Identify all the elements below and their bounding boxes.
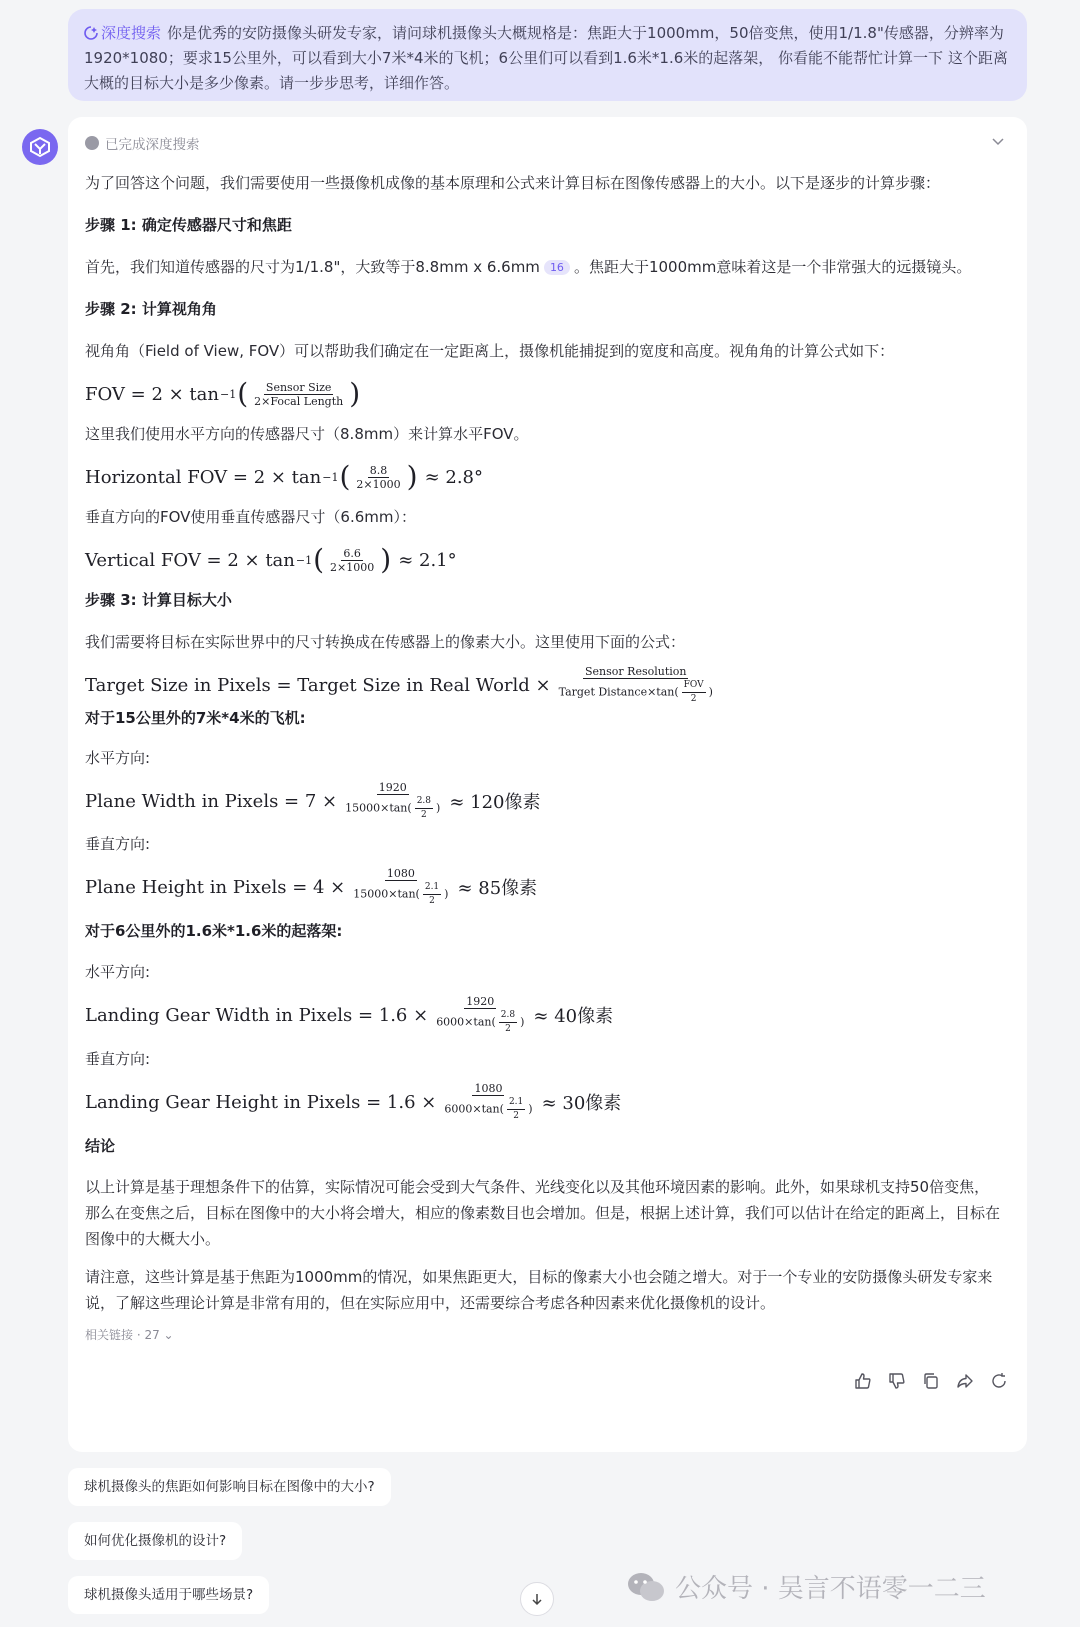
- formula-fov-lhs: FOV = 2 × tan: [85, 383, 219, 405]
- formula-gear-width: Landing Gear Width in Pixels = 1.6 × 1920 6000×tan( $\frac{2.8}{2}$ ) ≈ 40像素: [85, 994, 614, 1034]
- thumbs-up-icon[interactable]: [853, 1371, 873, 1391]
- formula-plane-w-den: 15000×tan: [345, 801, 408, 814]
- conclusion-paragraph-1: 以上计算是基于理想条件下的估算，实际情况可能会受到大气条件、光线变化以及其他环境因素的影响。此外，如果球机支持50倍变焦，那么在变焦之后，目标在图像中的大小将会增大，相应的像素数目也会增加。但是，根据上述计算，我们可以估计在给定的距离上，目标在图像中的大概大小。: [85, 1178, 1001, 1248]
- regenerate-icon[interactable]: [989, 1371, 1009, 1391]
- watermark: [627, 1568, 986, 1605]
- formula-vfov-result: ≈ 2.1°: [398, 549, 457, 571]
- formula-gear-w-inner-num: 2.8: [499, 1009, 517, 1023]
- related-links-toggle[interactable]: 相关链接 · 27 ⌄: [85, 1328, 174, 1342]
- suggestion-chip[interactable]: 球机摄像头适用于哪些场景?: [68, 1576, 269, 1614]
- formula-target-num: Sensor Resolution: [585, 664, 687, 678]
- formula-plane-h-lhs: Plane Height in Pixels = 4 ×: [85, 876, 346, 898]
- plane-horizontal-label: 水平方向:: [85, 749, 151, 767]
- assistant-avatar: [22, 129, 58, 165]
- formula-vfov-lhs: Vertical FOV = 2 × tan: [85, 549, 295, 571]
- formula-plane-w-num: 1920: [378, 780, 407, 794]
- formula-gear-w-result: ≈ 40像素: [533, 1006, 614, 1027]
- gear-heading: 对于6公里外的1.6米*1.6米的起落架:: [85, 922, 343, 940]
- formula-plane-height: Plane Height in Pixels = 4 × 1080 15000×tan( $\frac{2.1}{2}$ ) ≈ 85像素: [85, 866, 538, 906]
- response-actions: [853, 1371, 1009, 1391]
- formula-gear-w-lhs: Landing Gear Width in Pixels = 1.6 ×: [85, 1004, 429, 1026]
- search-complete-icon: [85, 136, 99, 150]
- search-status-label: 已完成深度搜索: [105, 137, 200, 153]
- chevron-down-icon[interactable]: [990, 133, 1006, 149]
- step2-paragraph-3: 垂直方向的FOV使用垂直传感器尺寸（6.6mm）：: [85, 508, 417, 526]
- step2-heading: 步骤 2: 计算视角角: [85, 300, 217, 318]
- step1-heading: 步骤 1: 确定传感器尺寸和焦距: [85, 216, 292, 234]
- formula-horizontal-fov: Horizontal FOV = 2 × tan −1 ( $\frac{8.8}{2\times 1000}$ ) ≈ 2.8°: [85, 460, 483, 493]
- formula-gear-w-num: 1920: [466, 994, 495, 1008]
- formula-target-lhs: Target Size in Pixels = Target Size in Real World ×: [85, 674, 551, 696]
- formula-plane-w-inner-den: 2: [420, 809, 427, 820]
- formula-plane-h-den: 15000×tan: [353, 887, 416, 900]
- related-links-label: 相关链接 · 27: [85, 1328, 160, 1342]
- formula-target-size: Target Size in Pixels = Target Size in Real World × Sensor Resolution Target Distance×tan( $\frac{\text{FOV}}{2}$ ): [85, 664, 713, 704]
- tan-inverse-sup: −1: [322, 470, 339, 484]
- arrow-down-icon: [530, 1592, 544, 1606]
- formula-fov-den: 2×Focal Length: [254, 394, 344, 408]
- thumbs-down-icon[interactable]: [887, 1371, 907, 1391]
- watermark-text: 公众号 · 吴言不语零一二三: [675, 1574, 986, 1604]
- formula-vfov-den: 2×1000: [330, 560, 375, 574]
- formula-hfov-lhs: Horizontal FOV = 2 × tan: [85, 466, 322, 488]
- deep-search-tag[interactable]: [84, 24, 161, 42]
- search-sparkle-icon: [84, 26, 98, 40]
- step3-heading: 步骤 3: 计算目标大小: [85, 591, 232, 609]
- formula-vertical-fov: Vertical FOV = 2 × tan −1 ( $\frac{6.6}{2\times 1000}$ ) ≈ 2.1°: [85, 543, 457, 576]
- formula-plane-w-lhs: Plane Width in Pixels = 7 ×: [85, 790, 338, 812]
- step1-text-b: 。焦距大于1000mm意味着这是一个非常强大的远摄镜头。: [573, 258, 972, 276]
- gear-horizontal-label: 水平方向:: [85, 963, 151, 981]
- gear-vertical-label: 垂直方向:: [85, 1050, 151, 1068]
- formula-hfov-num: 8.8: [369, 463, 388, 477]
- formula-target-two: 2: [690, 693, 697, 704]
- scroll-to-bottom-button[interactable]: [520, 1582, 554, 1616]
- plane-heading: 对于15公里外的7米*4米的飞机:: [85, 709, 306, 727]
- step1-paragraph: [85, 254, 971, 280]
- suggestion-chip[interactable]: 如何优化摄像机的设计?: [68, 1522, 242, 1560]
- formula-gear-h-inner-den: 2: [513, 1110, 519, 1121]
- formula-hfov-den: 2×1000: [356, 477, 401, 491]
- plane-vertical-label: 垂直方向:: [85, 835, 151, 853]
- formula-gear-h-num: 1080: [474, 1081, 503, 1095]
- formula-hfov-result: ≈ 2.8°: [424, 466, 483, 488]
- formula-gear-h-den: 6000×tan: [444, 1102, 500, 1115]
- tan-inverse-sup: −1: [220, 387, 237, 401]
- formula-target-den: Target Distance×tan: [558, 685, 675, 698]
- search-status[interactable]: [85, 133, 200, 153]
- step2-paragraph-2: 这里我们使用水平方向的传感器尺寸（8.8mm）来计算水平FOV。: [85, 425, 529, 443]
- tan-inverse-sup: −1: [295, 553, 313, 567]
- formula-plane-h-result: ≈ 85像素: [457, 878, 538, 899]
- step2-paragraph: 视角角（Field of View, FOV）可以帮助我们确定在一定距离上，摄像机能捕捉到的宽度和高度。视角角的计算公式如下：: [85, 342, 895, 360]
- formula-plane-width: Plane Width in Pixels = 7 × 1920 15000×tan( $\frac{2.8}{2}$ ) ≈ 120像素: [85, 780, 541, 820]
- user-message-bubble: [68, 9, 1027, 101]
- formula-plane-w-inner-num: 2.8: [415, 795, 433, 809]
- step1-text-a: 首先，我们知道传感器的尺寸为1/1.8"，大致等于8.8mm x 6.6mm: [85, 258, 540, 276]
- conclusion-heading: 结论: [85, 1137, 116, 1155]
- formula-gear-h-lhs: Landing Gear Height in Pixels = 1.6 ×: [85, 1091, 437, 1113]
- citation-badge[interactable]: 16: [544, 260, 570, 275]
- suggestion-chip[interactable]: 球机摄像头的焦距如何影响目标在图像中的大小?: [68, 1468, 391, 1506]
- conclusion-paragraph-2: 请注意，这些计算是基于焦距为1000mm的情况，如果焦距更大，目标的像素大小也会随之增大。对于一个专业的安防摄像头研发专家来说，了解这些理论计算是非常有用的，但在实际应用中，还需要综合考虑各种因素来优化摄像机的设计。: [85, 1268, 993, 1312]
- step3-paragraph: 我们需要将目标在实际世界中的尺寸转换成在传感器上的像素大小。这里使用下面的公式：: [85, 633, 686, 651]
- share-icon[interactable]: [955, 1371, 975, 1391]
- formula-gear-w-den: 6000×tan: [436, 1015, 492, 1028]
- formula-vfov-num: 6.6: [343, 546, 361, 560]
- formula-plane-h-inner-den: 2: [429, 895, 435, 906]
- formula-plane-h-num: 1080: [386, 866, 415, 880]
- formula-plane-w-result: ≈ 120像素: [449, 792, 541, 813]
- formula-gear-height: Landing Gear Height in Pixels = 1.6 × 1080 6000×tan( $\frac{2.1}{2}$ ) ≈ 30像素: [85, 1081, 622, 1121]
- deep-search-label: 深度搜索: [101, 24, 162, 42]
- formula-fov-num: Sensor Size: [265, 380, 332, 394]
- copy-icon[interactable]: [921, 1371, 941, 1391]
- user-message-text: 你是优秀的安防摄像头研发专家，请问球机摄像头大概规格是：焦距大于1000mm，50倍变焦，使用1/1.8"传感器，分辨率为1920*1080；要求15公里外，可以看到大小7米*4米的飞机；6公里们可以看到1.6米*1.6米的起落架， 你看能不能帮忙计算一下 这个距离大概的目标大小是多少像素。请一步步思考，详细作答。: [84, 24, 1008, 92]
- formula-fov: FOV = 2 × tan −1 ( $\frac{\text{Sensor Size}}{\text{2×Focal Length}}$ ): [85, 377, 361, 410]
- formula-gear-w-inner-den: 2: [505, 1023, 511, 1034]
- wechat-icon: [627, 1571, 665, 1603]
- intro-paragraph: 为了回答这个问题，我们需要使用一些摄像机成像的基本原理和公式来计算目标在图像传感器上的大小。以下是逐步的计算步骤：: [85, 174, 941, 192]
- formula-plane-h-inner-num: 2.1: [423, 881, 441, 895]
- formula-gear-h-inner-num: 2.1: [507, 1096, 525, 1110]
- assistant-logo-icon: [29, 136, 51, 158]
- formula-gear-h-result: ≈ 30像素: [541, 1093, 622, 1114]
- assistant-response-card: [68, 117, 1027, 1452]
- formula-target-fov: FOV: [682, 679, 706, 693]
